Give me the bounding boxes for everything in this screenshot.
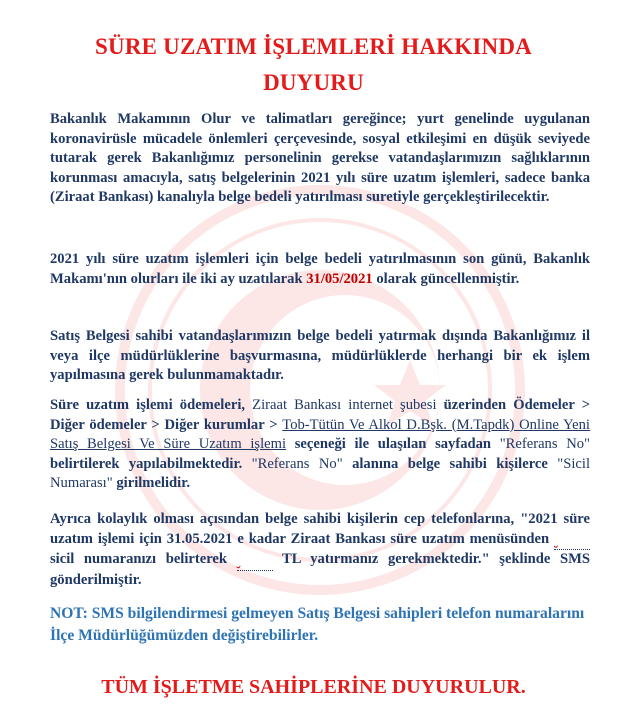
deadline-text-end: olarak güncellenmiştir. — [376, 270, 520, 287]
sms-blank-2 — [237, 550, 273, 571]
payment-option: Tob-Tütün Ve Alkol D.Bşk. (M.Tapdk) Online Yeni Satış Belgesi Ve Süre Uzatım işlemi — [50, 416, 590, 452]
paragraph-sms — [50, 510, 590, 590]
payment-path: üzerinden Ödemeler > Diğer ödemeler > Diğer kurumlar > — [50, 397, 591, 433]
payment-ref-label-2: "Referans No" — [251, 455, 343, 472]
paragraph-no-visit: Satış Belgesi sahibi vatandaşlarımızın belge bedeli yatırmak dışında Bakanlığımız il veya ilçe müdürlüklerine başvurmasına, müdürlüklerde herhangi bir ek işlem yapılmasına gerek bulunmamaktadır. — [50, 328, 590, 383]
payment-text-g: belirtilerek yapılabilmektedir. — [50, 455, 243, 472]
sms-text-c: TL yatırmanız gerekmektedir." şeklinde SMS gönderilmiştir. — [50, 551, 590, 588]
sms-text-a: Ayrıca kolaylık olması açısından belge sahibi kişilerin cep telefonlarına, "2021 süre uzatım işlemi için 31.05.2021 e kadar Ziraat Bankası süre uzatım menüsünden — [50, 511, 590, 547]
payment-sicil-label: "Sicil Numarası" — [50, 455, 590, 491]
announcement-subtitle: DUYURU — [263, 70, 364, 95]
announcement-title: SÜRE UZATIM İŞLEMLERİ HAKKINDA — [95, 34, 532, 59]
sms-text-b: sicil numaranızı belirterek — [50, 551, 228, 567]
paragraph-intro: Bakanlık Makamının Olur ve talimatları gereğince; yurt genelinde uygulanan koronavirüsle mücadele önlemleri çerçevesinde, sosyal etkileşimi en düşük seviyede tutarak gerek Bakanlığımız personelinin gerekse vatandaşlarımızın sağlıklarının korunması amacıyla, satış belgelerinin 2021 yılı süre uzatım işlemleri, sadece banka (Ziraat Bankası) kanalıyla belge bedeli yatırılması suretiyle gerçekleştirilecektir. — [50, 111, 590, 205]
paragraph-deadline — [50, 250, 590, 289]
payment-text-e: seçeneği ile ulaşılan sayfadan — [294, 436, 492, 452]
deadline-text: 2021 yılı süre uzatım işlemleri için belge bedeli yatırılmasının son günü, Bakanlık Makamı'nın olurları ile iki ay uzatılarak — [50, 251, 590, 287]
payment-text-a: Süre uzatım işlemi ödemeleri, — [50, 397, 246, 413]
deadline-date: 31/05/2021 — [306, 270, 373, 287]
payment-text-i: alanına belge sahibi kişilerce — [352, 455, 548, 472]
payment-bank: Ziraat Bankası internet şubesi — [252, 397, 437, 413]
payment-ref-label: "Referans No" — [499, 436, 591, 452]
footer-announcement: TÜM İŞLETME SAHİPLERİNE DUYURULUR. — [101, 676, 526, 698]
paragraph-payment — [50, 396, 590, 494]
note-paragraph: NOT: SMS bilgilendirmesi gelmeyen Satış Belgesi sahipleri telefon numaralarını İlçe Müdürlüğümüzden değiştirebilirler. — [50, 605, 585, 644]
sms-blank-1 — [554, 530, 590, 551]
payment-text-k: girilmelidir. — [116, 475, 190, 491]
